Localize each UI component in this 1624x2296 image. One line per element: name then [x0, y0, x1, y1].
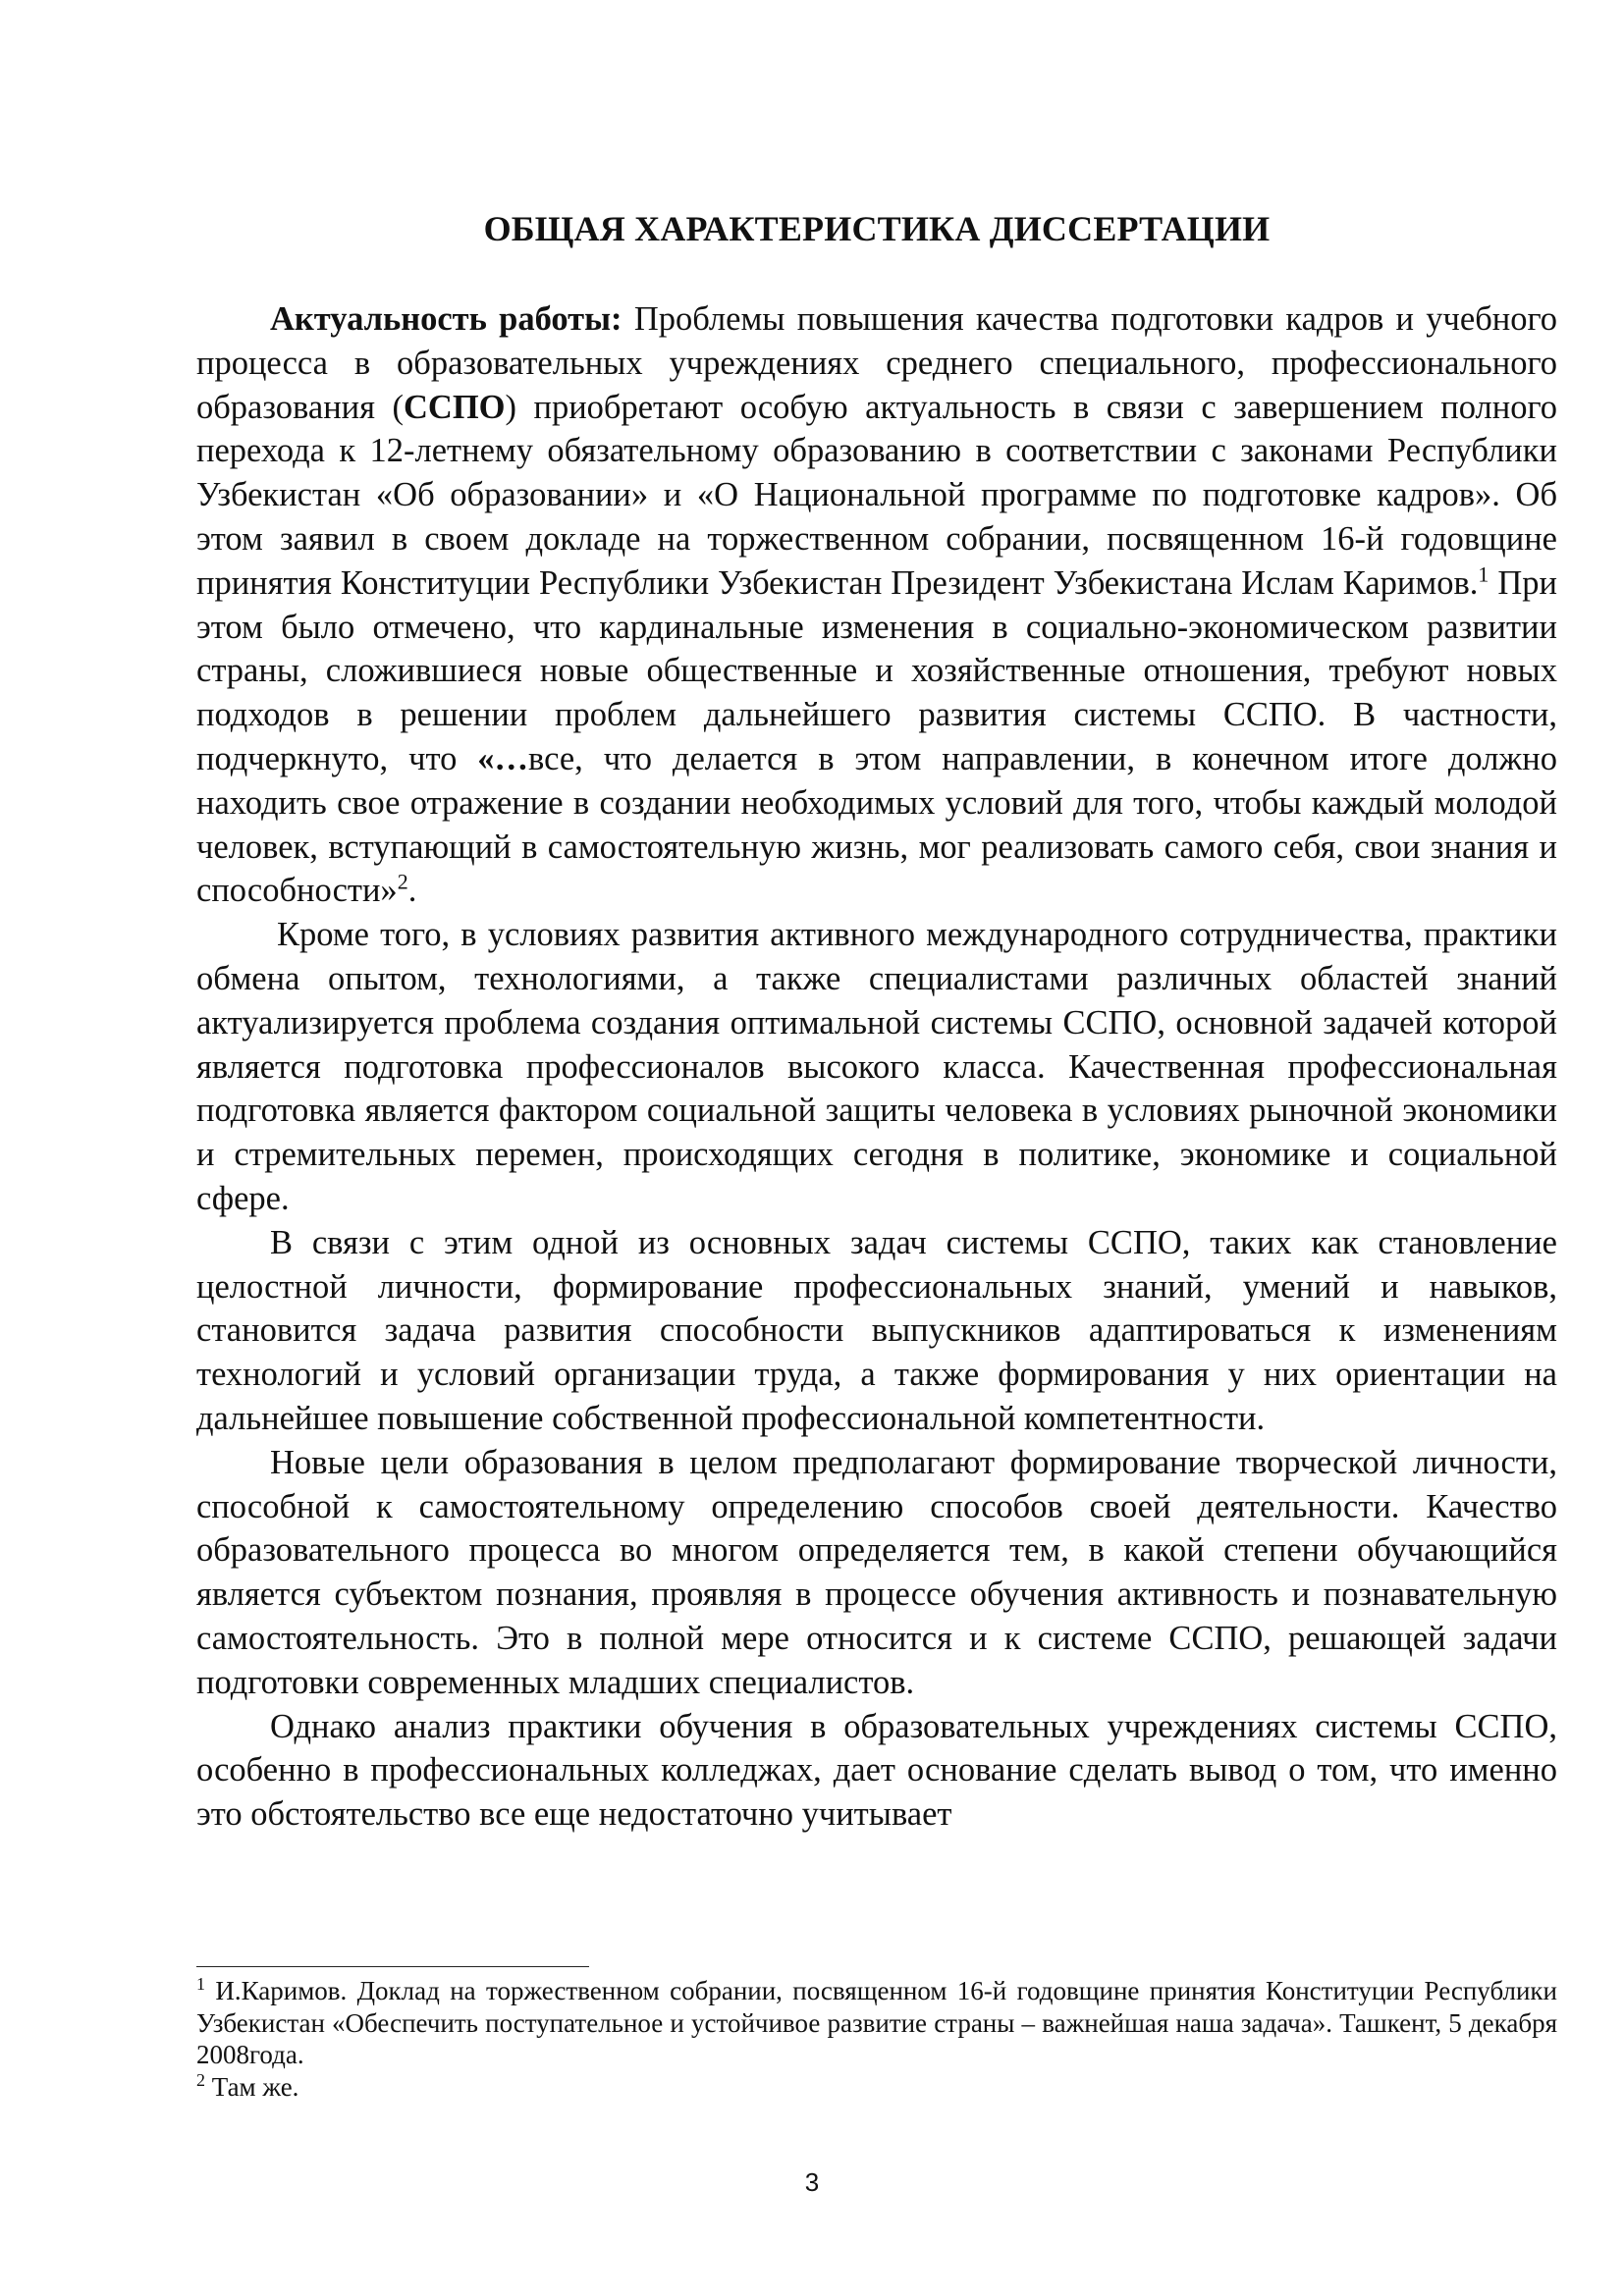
body-text — [196, 297, 1557, 1837]
paragraph: Кроме того, в условиях развития активного международного сотрудничества, практики обмена опытом, технологиями, а также специалистами различных областей знаний актуализируется проблема создания оптимальной системы ССПО, основной задачей которой является подготовка профессионалов высокого класса. Качественная профессиональная подготовка является фактором социальной защиты человека в условиях рыночной экономики и стремительных перемен, происходящих сегодня в политике, экономике и социальной сфере. — [196, 916, 1557, 1217]
paragraph: Однако анализ практики обучения в образовательных учреждениях системы ССПО, особенно в профессиональных колледжах, дает основание сделать вывод о том, что именно это обстоятельство все еще недостаточно учитывает — [196, 1707, 1557, 1834]
relevance-heading: Актуальность работы: — [270, 300, 623, 338]
page-title: ОБЩАЯ ХАРАКТЕРИСТИКА ДИССЕРТАЦИИ — [483, 209, 1271, 248]
page-number: 3 — [804, 2167, 820, 2197]
text-span: ) приобретают особую актуальность в связи с завершением полного перехода к 12-летнему обязательному образованию в соответствии с законами Республики Узбекистан «Об образовании» и «О Национальной программе по подготовке кадров». Об этом заявил в своем докладе на торжественном собрании, посвященном 16-й годовщине принятия Конституции Республики Узбекистан Президент Узбекистана Ислам Каримов. — [196, 388, 1557, 602]
footnote-reference-2: 2 — [397, 869, 408, 894]
footnotes — [196, 1975, 1557, 2103]
text-span: . — [407, 872, 417, 910]
text-span: При этом было отмечено, что кардинальные изменения в социально-экономическом развитии страны, сложившиеся новые общественные и хозяйственные отношения, требуют новых подходов в решении проблем дальнейшего развития системы ССПО. В частности, подчеркнуто, что — [196, 563, 1557, 777]
abbreviation: ССПО — [403, 388, 506, 426]
footnote-text: И.Каримов. Доклад на торжественном собрании, посвященном 16-й годовщине принятия Конституции Республики Узбекистан «Обеспечить поступательное и устойчивое развитие страны – важнейшая наша задача». Ташкент, 5 декабря 2008года. — [196, 1976, 1557, 2069]
text-span: все, что делается в этом направлении, в конечном итоге должно находить свое отражение в создании необходимых условий для того, чтобы каждый молодой человек, вступающий в самостоятельную жизнь, мог реализовать самого себя, свои знания и способности» — [196, 739, 1557, 910]
footnote-2 — [196, 2071, 1557, 2104]
footnote-marker: 1 — [196, 1974, 205, 1994]
text-span: Проблемы повышения качества подготовки кадров и учебного процесса в образовательных учреждениях среднего специального, профессионального образования ( — [196, 300, 1558, 426]
quote-opening: «… — [477, 739, 529, 777]
paragraph-relevance — [196, 297, 1557, 913]
paragraph: Новые цели образования в целом предполагают формирование творческой личности, способной к самостоятельному определению способов своей деятельности. Качество образовательного процесса во многом определяется тем, в какой степени обучающийся является субъектом познания, проявляя в процессе обучения активность и познавательную самостоятельность. Это в полной мере относится и к системе ССПО, решающей задачи подготовки современных младших специалистов. — [196, 1443, 1557, 1701]
footnote-marker: 2 — [196, 2069, 205, 2090]
footnote-separator — [196, 1966, 589, 1967]
footnote-text: Там же. — [205, 2071, 299, 2102]
footnote-reference-1: 1 — [1478, 561, 1489, 587]
footnote-1 — [196, 1975, 1557, 2071]
paragraph: В связи с этим одной из основных задач системы ССПО, таких как становление целостной личности, формирование профессиональных знаний, умений и навыков, становится задача развития способности выпускников адаптироваться к изменениям технологий и условий организации труда, а также формирования у них ориентации на дальнейшее повышение собственной профессиональной компетентности. — [196, 1223, 1557, 1437]
